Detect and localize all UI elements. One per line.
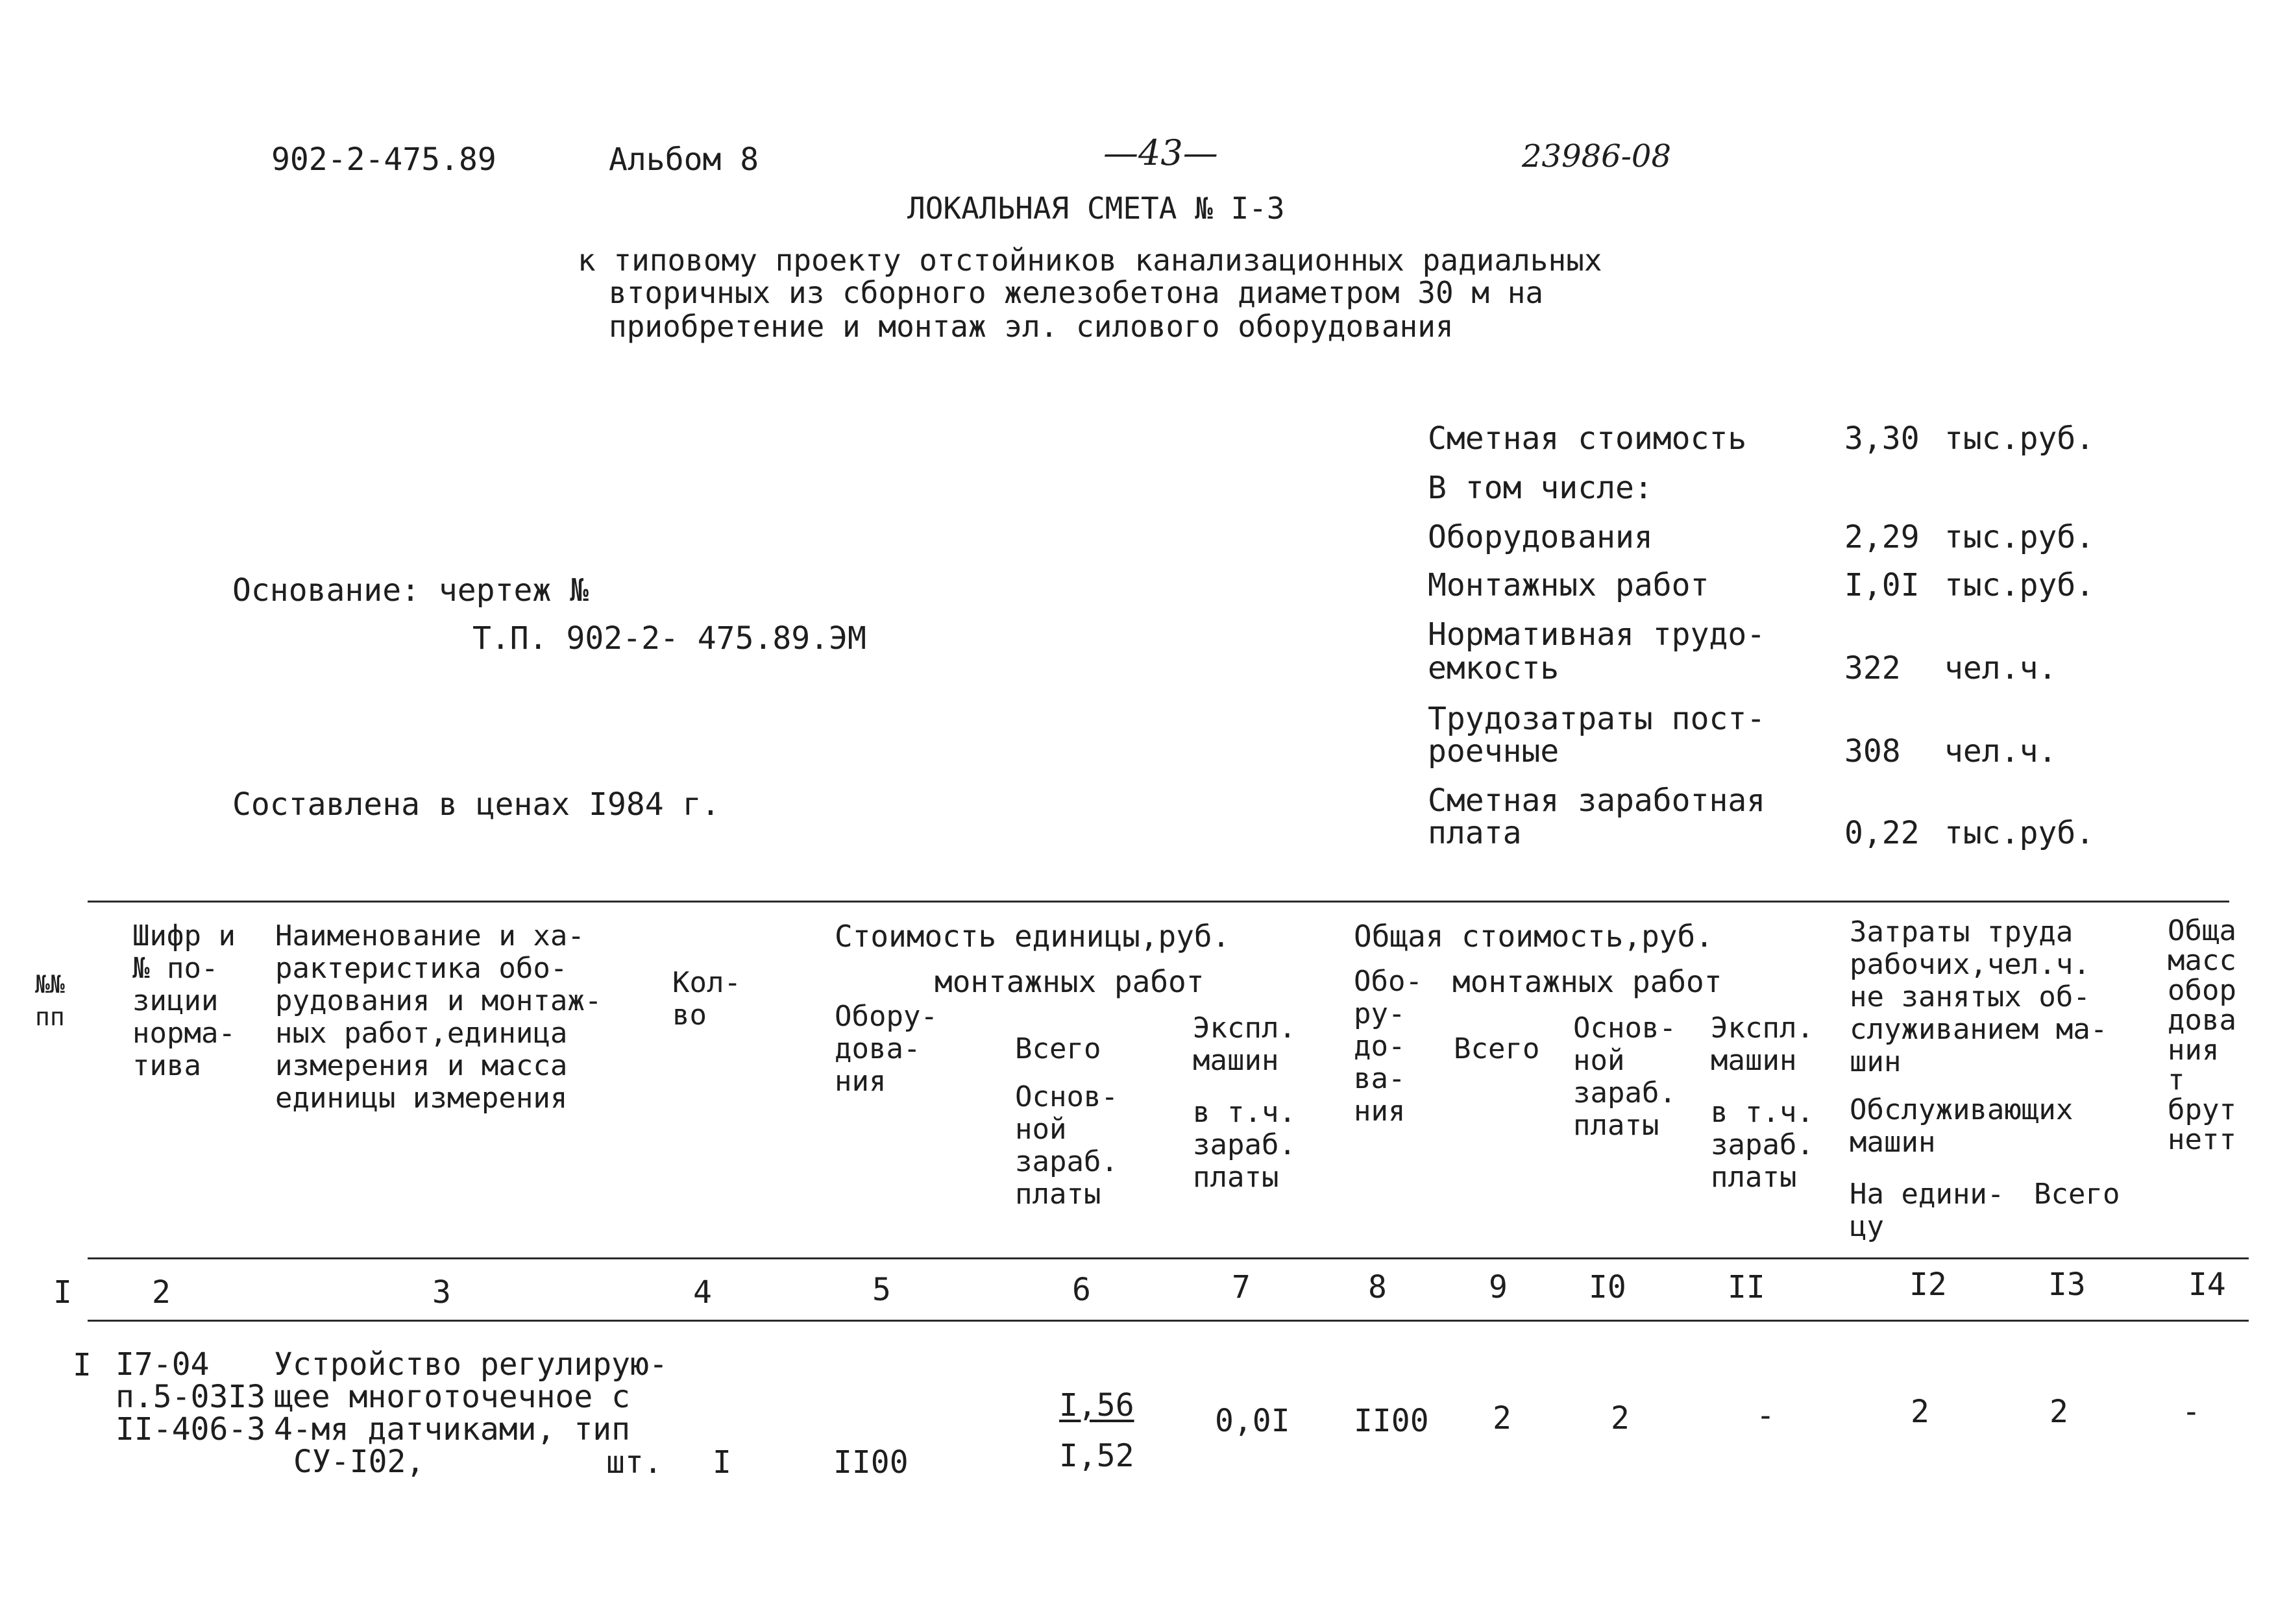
title-line-2: вторичных из сборного железобетона диаметром 30 м на (609, 275, 1544, 310)
summary-unit: чел.ч. (1944, 733, 2057, 770)
summary-label-cont: емкость (1428, 650, 1559, 686)
summary-label: Трудозатраты пост- (1428, 701, 1766, 737)
summary-unit: тыс.руб. (1944, 815, 2095, 851)
col-number: I2 (1909, 1266, 1947, 1303)
estimate-title: ЛОКАЛЬНАЯ СМЕТА № I-3 (907, 191, 1285, 226)
title-line-1: к типовому проекту отстойников канализационных радиальных (578, 243, 1602, 278)
summary-label: Сметная стоимость (1428, 420, 1747, 457)
summary-unit: чел.ч. (1944, 650, 2057, 686)
summary-label: Оборудования (1428, 519, 1653, 555)
basis-label: Основание: чертеж № (232, 572, 589, 609)
document-number: 23986-08 (1522, 138, 1671, 175)
col10-header: Основ- ной зараб. платы (1573, 1012, 1676, 1142)
labor-serv-header: Обслуживающих машин (1850, 1093, 2073, 1159)
header-bottom-rule (88, 1257, 2249, 1259)
title-line-3: приобретение и монтаж эл. силового оборудования (609, 309, 1454, 344)
row-mount-total: I,56 (1059, 1387, 1134, 1424)
row-mass: - (2182, 1394, 2201, 1430)
row-labor-unit: 2 (1911, 1394, 1929, 1430)
col-number: 9 (1489, 1269, 1508, 1305)
col7-wage-header: в т.ч. зараб. платы (1193, 1096, 1296, 1194)
col12-header: На едини- цу (1850, 1178, 2005, 1243)
summary-value: 3,30 (1844, 420, 1920, 457)
summary-value: 322 (1844, 650, 1901, 686)
total-cost-header: Общая стоимость,руб. (1354, 919, 1713, 954)
basis-drawing: Т.П. 902-2- 475.89.ЭМ (472, 620, 866, 657)
row-equip-total: II00 (1354, 1403, 1429, 1439)
summary-value: 0,22 (1844, 815, 1920, 851)
page-number: —43— (1103, 132, 1218, 173)
summary-unit: тыс.руб. (1944, 420, 2095, 457)
mount-work2-header: монтажных работ (1452, 964, 1722, 999)
col-number: 7 (1232, 1269, 1251, 1305)
col-number: 6 (1072, 1272, 1091, 1308)
row-total: 2 (1493, 1400, 1511, 1436)
col-number: 4 (693, 1274, 712, 1311)
col-number: I (53, 1274, 72, 1311)
summary-label: В том числе: (1428, 470, 1653, 506)
col-number: 5 (872, 1272, 891, 1308)
summary-value: 308 (1844, 733, 1901, 770)
col-number: 3 (432, 1274, 451, 1311)
col-number: I4 (2188, 1266, 2226, 1303)
col14-header: Обща масс обор дова ния т брут нетт (2168, 914, 2236, 1156)
row-equip-unit-cost: II00 (833, 1444, 909, 1481)
row-name: Устройство регулирую- щее многоточечное с 4-мя датчиками, тип СУ-I02, (274, 1346, 668, 1480)
numbers-bottom-rule (88, 1320, 2249, 1322)
row-mach-total: - (1756, 1398, 1775, 1434)
col4-header: Кол- во (672, 966, 741, 1032)
col-number: II (1728, 1269, 1765, 1305)
row-code: I7-04 п.5-03I3 II-406-3 (116, 1346, 266, 1448)
col11-wage-header: в т.ч. зараб. платы (1711, 1096, 1814, 1194)
col-number: I3 (2048, 1266, 2086, 1303)
col1-header: №№ пп (35, 970, 65, 1031)
prices-note: Составлена в ценах I984 г. (232, 786, 720, 823)
col-number: I0 (1589, 1269, 1626, 1305)
row-mach-cost: 0,0I (1215, 1403, 1290, 1439)
row-qty: I (713, 1444, 731, 1481)
summary-value: 2,29 (1844, 519, 1920, 555)
col7-mach-header: Экспл. машин (1193, 1012, 1296, 1077)
summary-label: Нормативная трудо- (1428, 616, 1766, 653)
col6-wage-header: Основ- ной зараб. платы (1015, 1080, 1118, 1211)
col8-header: Обо- ру- до- ва- ния (1354, 965, 1423, 1128)
summary-unit: тыс.руб. (1944, 519, 2095, 555)
album-label: Альбом 8 (609, 141, 759, 178)
col-number: 8 (1368, 1269, 1387, 1305)
col5-header: Обору- дова- ния (835, 1000, 938, 1098)
summary-label-cont: роечные (1428, 733, 1559, 770)
row-number: I (73, 1347, 92, 1383)
summary-label: Сметная заработная (1428, 782, 1766, 819)
col3-header: Наименование и ха- рактеристика обо- рудования и монтаж- ных работ,единица измерения и масса единицы измерения (275, 919, 602, 1115)
row-unit: шт. (606, 1444, 663, 1481)
col2-header: Шифр и № по- зиции норма- тива (132, 919, 236, 1082)
row-mount-wage: I,52 (1059, 1438, 1134, 1474)
summary-label: Монтажных работ (1428, 567, 1709, 603)
col11-mach-header: Экспл. машин (1711, 1012, 1814, 1077)
col9-header: Всего (1454, 1032, 1540, 1065)
col6-total-header: Всего (1015, 1032, 1101, 1065)
summary-value: I,0I (1844, 567, 1920, 603)
summary-unit: тыс.руб. (1944, 567, 2095, 603)
col-number: 2 (152, 1274, 171, 1311)
row-wage-total: 2 (1611, 1400, 1630, 1436)
table-top-rule (88, 901, 2229, 903)
mount-work-header: монтажных работ (935, 964, 1205, 999)
summary-label-cont: плата (1428, 815, 1522, 851)
project-code: 902-2-475.89 (271, 141, 496, 178)
unit-cost-header: Стоимость единицы,руб. (835, 919, 1230, 954)
row-labor-total: 2 (2049, 1394, 2068, 1430)
labor-header: Затраты труда рабочих,чел.ч. не занятых об- служиванием ма- шин (1850, 915, 2108, 1078)
col13-header: Всего (2034, 1178, 2120, 1211)
